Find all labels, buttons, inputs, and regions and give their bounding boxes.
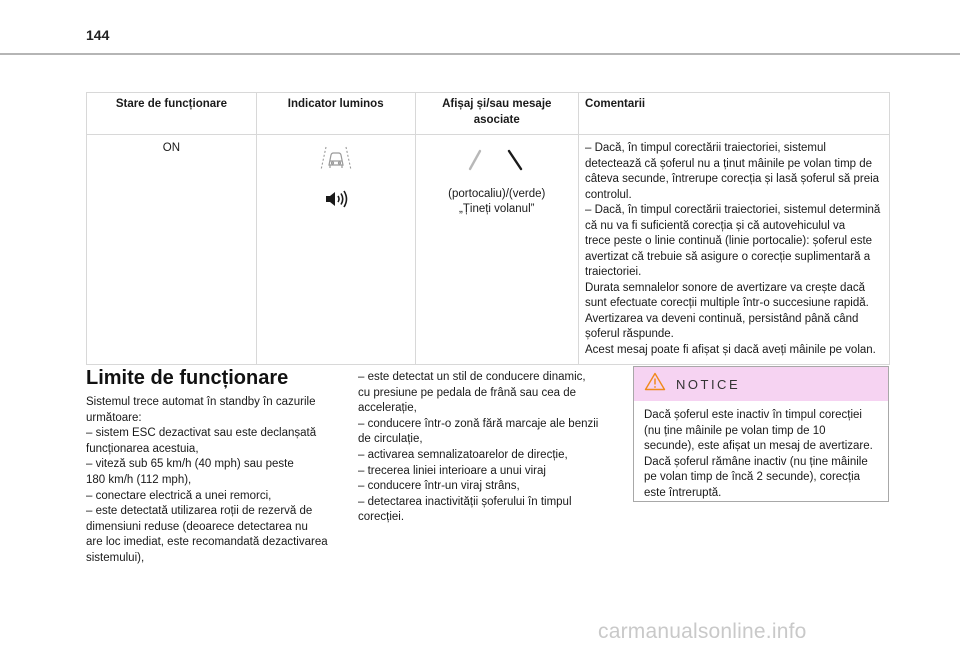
speaker-sound-icon (323, 189, 349, 215)
header-display: Afișaj și/sau mesaje asociate (415, 93, 579, 135)
comment-line: controlul. (585, 188, 632, 201)
text-line: de circulație, (358, 433, 423, 446)
text-line: – conducere într-o zonă fără marcaje ale benzii (358, 417, 599, 430)
comment-line: – Dacă, în timpul corectării traiectoriei, sistemul determină (585, 204, 881, 216)
comment-line: câteva secunde, întrerupe corecția și lasă șoferul să preia (585, 173, 880, 185)
text-line: corecției. (358, 511, 405, 524)
display-caption-colors: (portocaliu)/(verde) (448, 187, 546, 200)
notice-header (634, 367, 888, 401)
lane-keeping-car-icon (319, 143, 353, 179)
comment-line: trece peste o linie continuă (linie portocalie): șoferul este (585, 235, 873, 247)
comment-line: Acest mesaj poate fi afișat și dacă aveți mâinile pe volan. (585, 343, 876, 356)
text-line: – este detectată utilizarea roții de rezervă de (86, 505, 313, 518)
text-line: pe volan timp de încă 2 secunde), corecția (644, 471, 861, 484)
comment-line: Durata semnalelor sonore de avertizare va crește dacă (585, 281, 865, 294)
text-line: este întreruptă. (644, 486, 722, 499)
comment-line: Avertizarea va deveni continuă, persistând până când (585, 312, 859, 325)
cell-comments (579, 135, 890, 365)
text-line: următoare: (86, 411, 142, 424)
lane-line-right-icon (509, 151, 521, 169)
cell-indicator (256, 135, 415, 365)
notice-box (633, 366, 889, 502)
text-line: – trecerea liniei interioare a unui viraj (358, 464, 546, 477)
header-comments: Comentarii (579, 93, 890, 135)
comment-line: avertizat că trebuie să asigure o corecție suplimentară a (585, 250, 871, 263)
text-line: – este detectat un stil de conducere dinamic, (358, 371, 586, 383)
display-caption-message: „Țineți volanul” (459, 202, 535, 215)
table-header-row (87, 93, 890, 135)
limits-middle-column (358, 370, 613, 526)
text-line: cu presiune pe pedala de frână sau cea de (358, 386, 577, 399)
text-line: Sistemul trece automat în standby în cazurile (86, 396, 316, 408)
page-number: 144 (86, 27, 110, 43)
text-line: accelerație, (358, 402, 417, 415)
header-rule (0, 53, 960, 55)
table-row (87, 135, 890, 365)
text-line: Dacă șoferul este inactiv în timpul corecției (644, 409, 862, 421)
comment-line: șoferul răspunde. (585, 328, 674, 340)
section-title: Limite de funcționare (86, 367, 289, 389)
text-line: dimensiuni reduse (deoarece detectarea nu (86, 520, 308, 533)
notice-title: NOTICE (676, 376, 741, 392)
text-line: sistemului), (86, 551, 145, 564)
status-table (86, 92, 890, 365)
text-line: – conducere într-un viraj strâns, (358, 480, 520, 493)
text-line: Dacă șoferul rămâne inactiv (nu ține mâinile (644, 455, 868, 468)
header-state: Stare de funcționare (87, 93, 257, 135)
lane-line-left-icon (470, 151, 480, 169)
cell-display (415, 135, 579, 365)
comment-line: sunt efectuate corecții multiple într-o succesiune rapidă. (585, 297, 869, 309)
text-line: – viteză sub 65 km/h (40 mph) sau peste (86, 458, 294, 471)
text-line: – detectarea inactivității șoferului în timpul (358, 495, 572, 508)
text-line: – activarea semnalizatoarelor de direcție, (358, 448, 568, 461)
notice-body (634, 401, 888, 502)
comment-line: – Dacă, în timpul corectării traiectoriei, sistemul (585, 142, 826, 154)
cell-state: ON (87, 135, 257, 365)
comment-line: traiectoriei. (585, 266, 642, 278)
text-line: 180 km/h (112 mph), (86, 473, 192, 486)
comment-line: detectează că șoferul nu a ținut mâinile pe volan timp de (585, 157, 873, 170)
limits-left-column (86, 395, 341, 567)
text-line: are loc imediat, este recomandată dezactivarea (86, 536, 328, 549)
text-line: secunde), este afișat un mesaj de avertizare. (644, 440, 873, 453)
warning-triangle-icon (644, 372, 666, 396)
text-line: (nu ține mâinile pe volan timp de 10 (644, 424, 826, 437)
text-line: funcționarea acestuia, (86, 442, 199, 455)
text-line: – conectare electrică a unei remorci, (86, 489, 272, 502)
text-line: – sistem ESC dezactivat sau este declanșată (86, 427, 317, 440)
lane-lines-icon (462, 147, 532, 179)
header-indicator: Indicator luminos (256, 93, 415, 135)
watermark: carmanualsonline.info (598, 620, 807, 643)
comment-line: că nu va fi suficientă corecția și că autovehiculul va (585, 219, 846, 232)
